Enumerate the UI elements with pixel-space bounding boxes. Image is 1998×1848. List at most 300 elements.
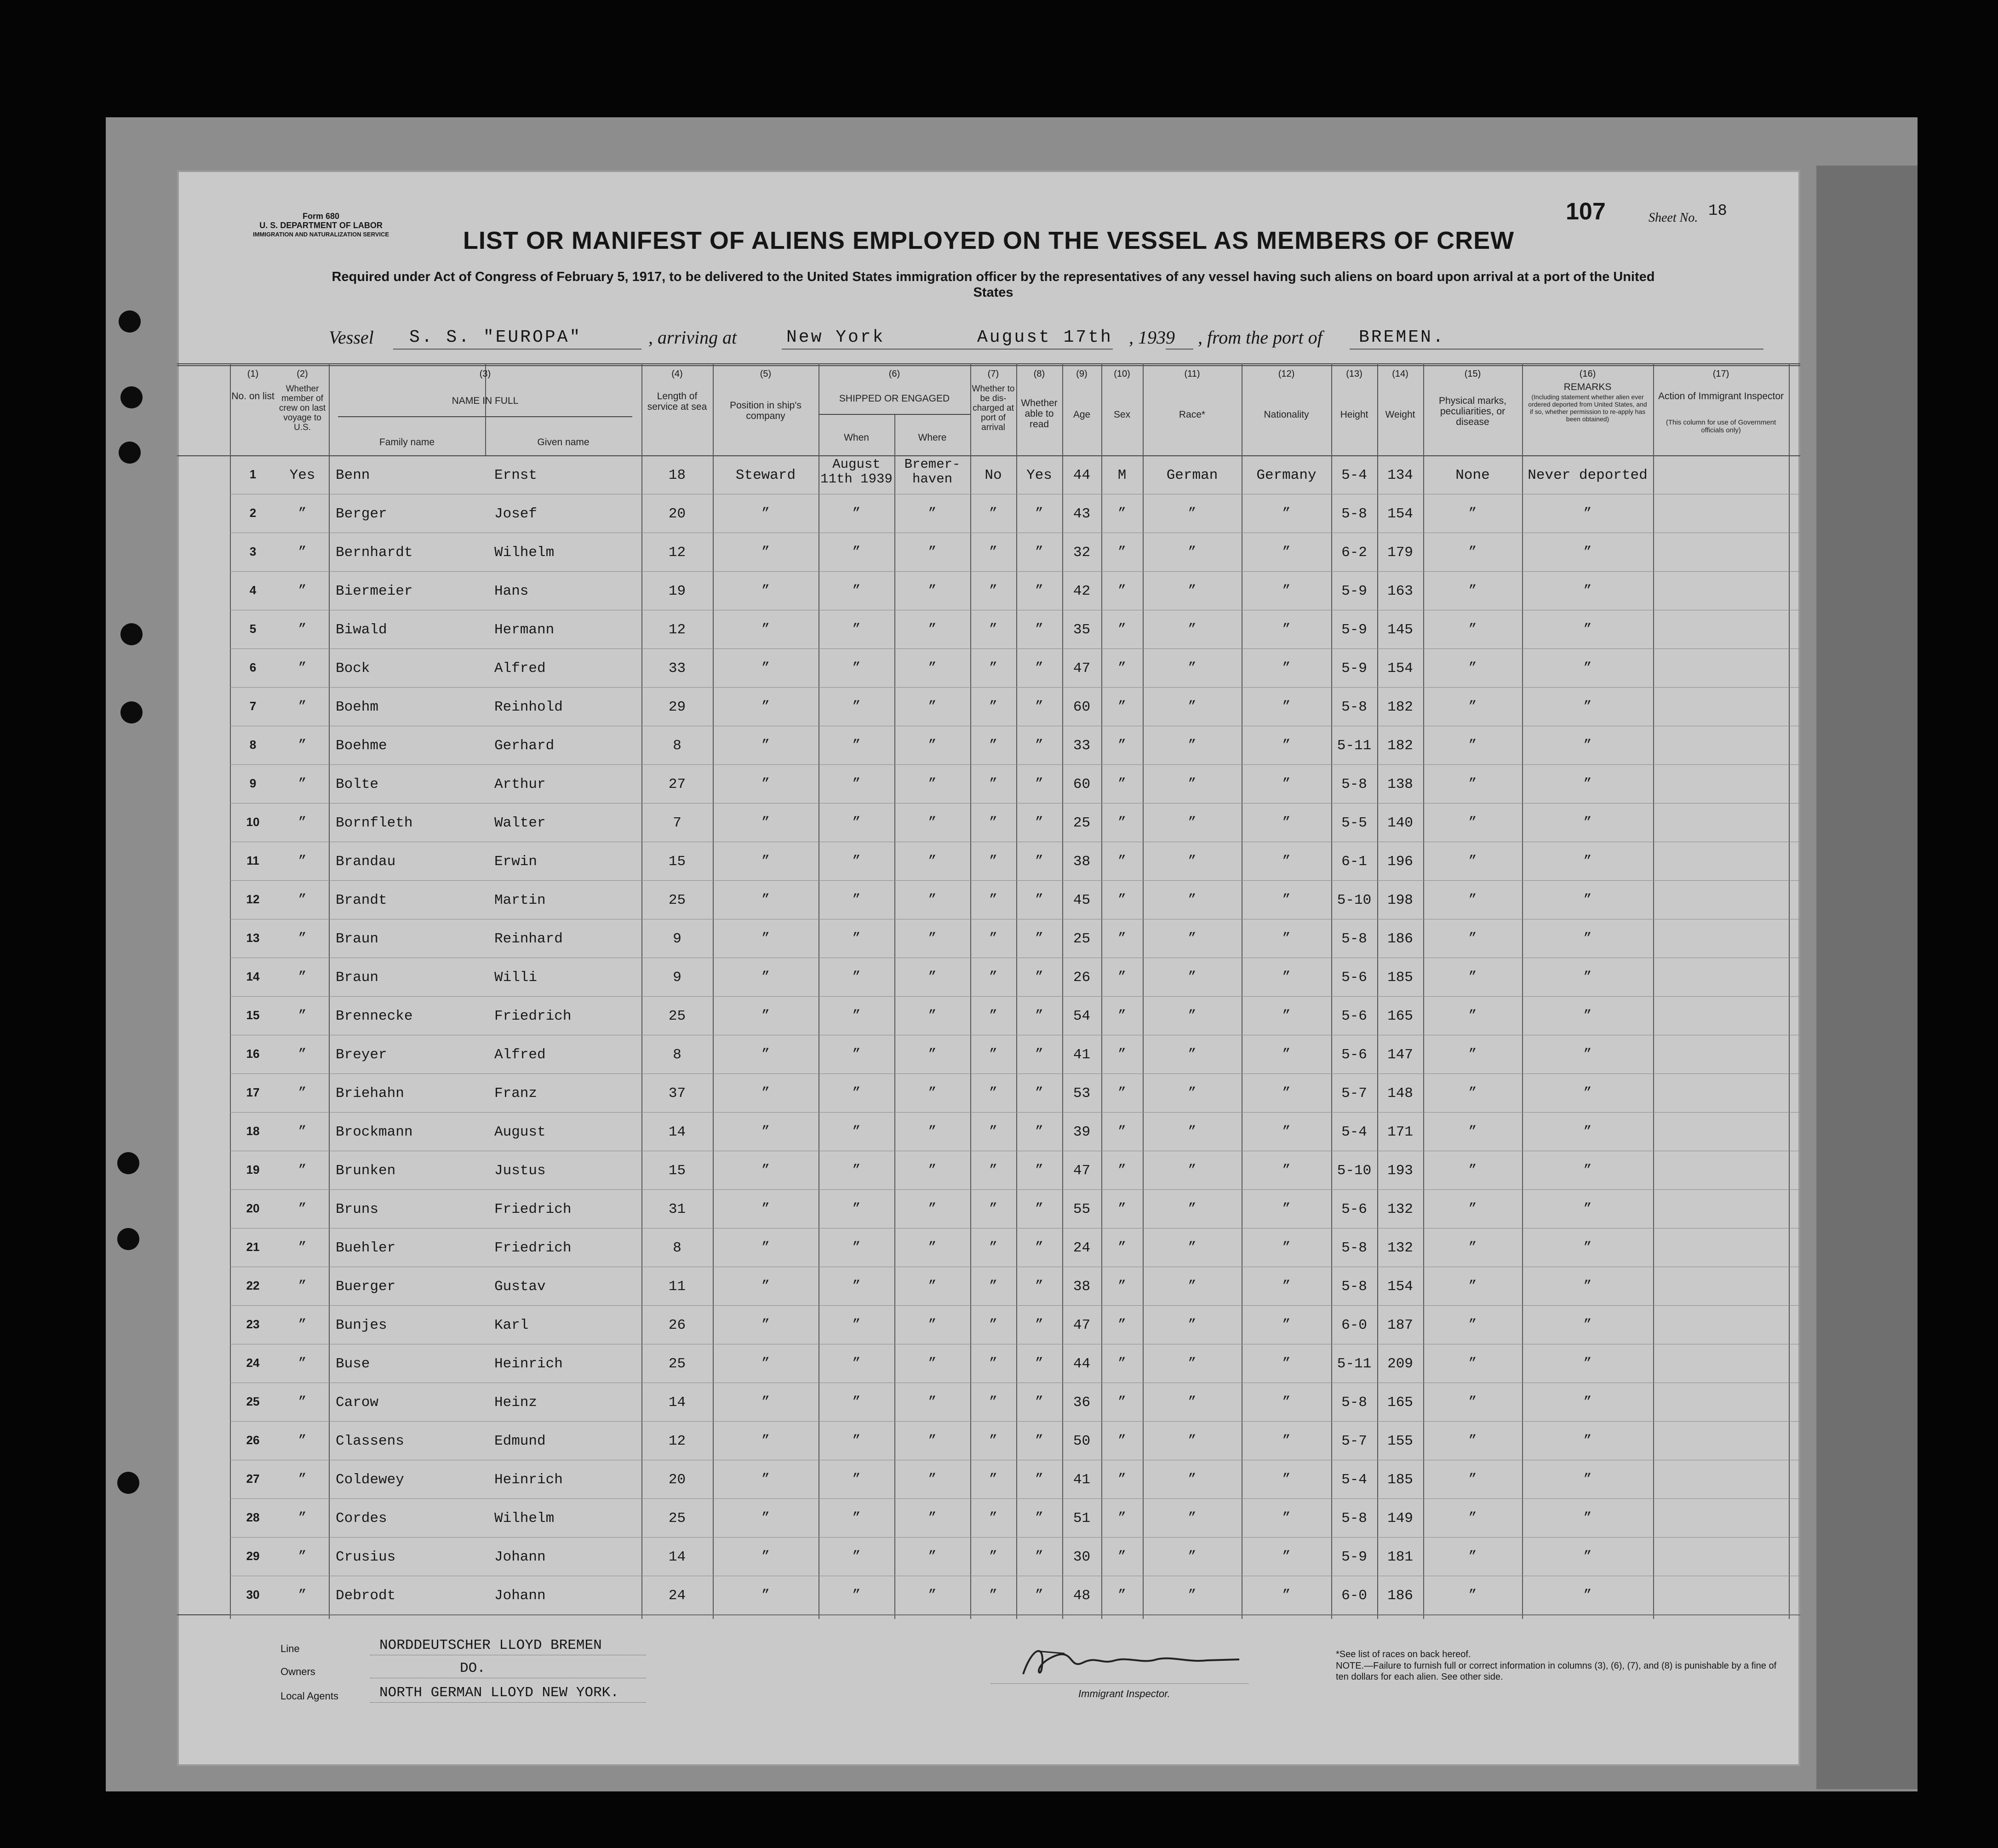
cell-family: Debrodt: [336, 1588, 396, 1604]
cell-no: 23: [246, 1317, 260, 1331]
cell-weight: 165: [1387, 1008, 1413, 1024]
cell-when: ”: [852, 1201, 861, 1217]
cell-read: ”: [1035, 1279, 1043, 1294]
cell-race: ”: [1188, 892, 1197, 908]
cell-nationality: ”: [1282, 1085, 1291, 1101]
header-weight: Weight: [1385, 409, 1415, 420]
cell-crew: ”: [298, 1433, 307, 1449]
cell-discharged: ”: [989, 1240, 997, 1256]
cell-remarks: ”: [1583, 545, 1592, 560]
col-number-11: (11): [1184, 369, 1200, 379]
cell-age: 47: [1073, 1163, 1091, 1179]
cell-discharged: ”: [989, 1317, 997, 1333]
agents-label: Local Agents: [281, 1690, 338, 1702]
cell-where: ”: [928, 622, 937, 637]
cell-crew: ”: [298, 854, 307, 869]
cell-sex: ”: [1117, 1588, 1126, 1603]
cell-race: ”: [1188, 699, 1197, 715]
inspector-label: Immigrant Inspector.: [1078, 1688, 1170, 1699]
cell-no: 9: [249, 776, 257, 790]
cell-marks: ”: [1468, 892, 1477, 908]
cell-when: ”: [852, 699, 861, 715]
cell-given: Hans: [494, 583, 529, 599]
header-race: Race*: [1179, 409, 1206, 420]
cell-sex: ”: [1117, 699, 1126, 715]
cell-no: 21: [246, 1240, 260, 1254]
header-physical-marks: Physical marks, peculiarities, or disease: [1438, 396, 1507, 427]
cell-weight: 186: [1387, 931, 1413, 947]
cell-marks: ”: [1468, 1085, 1477, 1101]
cell-no: 5: [249, 622, 257, 636]
cell-no: 2: [249, 506, 257, 520]
cell-when: ”: [852, 1472, 861, 1487]
cell-position: ”: [761, 1472, 770, 1487]
cell-position: ”: [761, 583, 770, 599]
cell-marks: ”: [1468, 1588, 1477, 1603]
cell-remarks: ”: [1583, 506, 1592, 522]
cell-position: ”: [761, 970, 770, 985]
cell-discharged: ”: [989, 1433, 997, 1449]
header-sex: Sex: [1113, 409, 1131, 420]
cell-marks: ”: [1468, 776, 1477, 792]
cell-remarks: ”: [1583, 1549, 1592, 1565]
cell-when: ”: [852, 1008, 861, 1024]
cell-service: 25: [668, 892, 686, 908]
cell-nationality: ”: [1282, 699, 1291, 715]
header-shipped-engaged: SHIPPED OR ENGAGED: [839, 393, 950, 404]
cell-discharged: ”: [989, 622, 997, 637]
cell-height: 5-7: [1341, 1433, 1367, 1449]
cell-marks: ”: [1468, 815, 1477, 831]
cell-height: 5-8: [1341, 1395, 1367, 1411]
cell-position: ”: [761, 1549, 770, 1565]
header-given-name: Given name: [537, 437, 590, 448]
cell-given: Reinhard: [494, 931, 563, 947]
cell-read: ”: [1035, 1201, 1043, 1217]
cell-height: 5-6: [1341, 1008, 1367, 1024]
cell-remarks: ”: [1583, 1201, 1592, 1217]
cell-sex: ”: [1117, 1124, 1126, 1140]
punch-hole: [117, 1152, 139, 1174]
header-remarks-note: (Including statement whether alien ever ordered deported from United States, and if so, whether permission to re-apply has been obtained): [1528, 393, 1647, 423]
header-height: Height: [1340, 409, 1368, 420]
cell-given: Heinrich: [494, 1356, 563, 1372]
cell-service: 12: [668, 545, 686, 561]
cell-race: ”: [1188, 1279, 1197, 1294]
cell-read: ”: [1035, 815, 1043, 831]
cell-weight: 134: [1387, 467, 1413, 483]
cell-no: 20: [246, 1201, 260, 1215]
cell-when: ”: [852, 1124, 861, 1140]
cell-where: ”: [928, 1240, 937, 1256]
header-inspector-note: (This column for use of Government officials only): [1666, 419, 1776, 434]
cell-read: ”: [1035, 545, 1043, 560]
cell-marks: ”: [1468, 1472, 1477, 1487]
cell-weight: 154: [1387, 506, 1413, 522]
cell-remarks: ”: [1583, 1163, 1592, 1178]
cell-no: 25: [246, 1395, 260, 1408]
cell-marks: ”: [1468, 506, 1477, 522]
header-family-name: Family name: [379, 437, 435, 448]
cell-nationality: ”: [1282, 776, 1291, 792]
cell-age: 24: [1073, 1240, 1091, 1256]
col-number-15: (15): [1464, 369, 1481, 379]
cell-race: ”: [1188, 1549, 1197, 1565]
cell-marks: ”: [1468, 1163, 1477, 1178]
cell-when: ”: [852, 1240, 861, 1256]
cell-nationality: ”: [1282, 738, 1291, 753]
cell-nationality: ”: [1282, 1510, 1291, 1526]
department-name: U. S. DEPARTMENT OF LABOR: [259, 221, 383, 230]
cell-read: ”: [1035, 506, 1043, 522]
cell-age: 25: [1073, 931, 1091, 947]
header-inspector-action: Action of Immigrant Inspector: [1658, 391, 1784, 402]
cell-nationality: ”: [1282, 1240, 1291, 1256]
cell-remarks: ”: [1583, 1279, 1592, 1294]
header-remarks: REMARKS: [1563, 382, 1612, 392]
cell-position: ”: [761, 1047, 770, 1062]
cell-position: ”: [761, 931, 770, 947]
cell-crew: ”: [298, 1395, 307, 1410]
cell-when: ”: [852, 1433, 861, 1449]
cell-discharged: ”: [989, 892, 997, 908]
cell-remarks: ”: [1583, 699, 1592, 715]
cell-when: ”: [852, 1317, 861, 1333]
header-able-to-read: Whether able to read: [1021, 398, 1058, 430]
cell-family: Boehm: [336, 699, 379, 715]
cell-service: 24: [668, 1588, 686, 1604]
cell-service: 12: [668, 1433, 686, 1449]
cell-read: ”: [1035, 1240, 1043, 1256]
header-crew-last-voyage: Whether member of crew on last voyage to U.S.: [279, 384, 326, 432]
cell-age: 51: [1073, 1510, 1091, 1527]
cell-given: Heinrich: [494, 1472, 563, 1488]
cell-marks: ”: [1468, 970, 1477, 985]
cell-crew: ”: [298, 1549, 307, 1565]
cell-service: 25: [668, 1008, 686, 1024]
cell-crew: ”: [298, 545, 307, 560]
cell-crew: ”: [298, 1085, 307, 1101]
cell-position: ”: [761, 1124, 770, 1140]
cell-read: ”: [1035, 583, 1043, 599]
header-no-on-list: No. on list: [231, 391, 275, 402]
cell-no: 4: [249, 583, 257, 597]
col-number-9: (9): [1076, 369, 1088, 379]
cell-marks: ”: [1468, 545, 1477, 560]
cell-no: 13: [246, 931, 260, 945]
cell-weight: 145: [1387, 622, 1413, 638]
cell-nationality: ”: [1282, 1047, 1291, 1062]
cell-when: ”: [852, 854, 861, 869]
cell-marks: ”: [1468, 583, 1477, 599]
cell-crew: ”: [298, 660, 307, 676]
cell-nationality: ”: [1282, 1395, 1291, 1410]
cell-nationality: ”: [1282, 815, 1291, 831]
cell-age: 48: [1073, 1588, 1091, 1604]
cell-marks: ”: [1468, 1433, 1477, 1449]
cell-when: ”: [852, 892, 861, 908]
cell-age: 35: [1073, 622, 1091, 638]
cell-age: 47: [1073, 1317, 1091, 1333]
cell-weight: 149: [1387, 1510, 1413, 1527]
cell-sex: ”: [1117, 1047, 1126, 1062]
cell-crew: ”: [298, 1588, 307, 1603]
cell-marks: None: [1455, 467, 1490, 483]
cell-service: 20: [668, 1472, 686, 1488]
cell-discharged: ”: [989, 1510, 997, 1526]
cell-race: ”: [1188, 931, 1197, 947]
cell-given: Reinhold: [494, 699, 563, 715]
sheet-stamp: 107: [1566, 198, 1606, 225]
cell-given: Alfred: [494, 660, 546, 677]
vessel-line: [177, 327, 1800, 354]
cell-service: 7: [673, 815, 681, 831]
cell-race: ”: [1188, 776, 1197, 792]
cell-where: ”: [928, 506, 937, 522]
cell-where: ”: [928, 1588, 937, 1603]
cell-where: ”: [928, 1317, 937, 1333]
cell-crew: ”: [298, 1008, 307, 1024]
cell-service: 12: [668, 622, 686, 638]
cell-remarks: ”: [1583, 738, 1592, 753]
cell-when: ”: [852, 815, 861, 831]
cell-height: 5-4: [1341, 467, 1367, 483]
cell-nationality: ”: [1282, 506, 1291, 522]
cell-marks: ”: [1468, 1008, 1477, 1024]
cell-when: ”: [852, 970, 861, 985]
cell-weight: 155: [1387, 1433, 1413, 1449]
cell-given: Arthur: [494, 776, 546, 792]
cell-height: 6-0: [1341, 1317, 1367, 1333]
cell-where: ”: [928, 1395, 937, 1410]
cell-remarks: ”: [1583, 892, 1592, 908]
cell-height: 5-8: [1341, 1240, 1367, 1256]
cell-when: ”: [852, 622, 861, 637]
cell-service: 33: [668, 660, 686, 677]
cell-family: Breyer: [336, 1047, 387, 1063]
page-subtitle: Required under Act of Congress of February 5, 1917, to be delivered to the United States immigration officer by the representatives of any vessel having such aliens on board upon arrival at a port of the United States: [332, 270, 1655, 300]
cell-crew: ”: [298, 892, 307, 908]
cell-nationality: ”: [1282, 1124, 1291, 1140]
cell-read: Yes: [1026, 467, 1052, 483]
cell-nationality: ”: [1282, 1549, 1291, 1565]
service-name: IMMIGRATION AND NATURALIZATION SERVICE: [253, 231, 389, 238]
cell-marks: ”: [1468, 622, 1477, 637]
cell-when: ”: [852, 583, 861, 599]
cell-remarks: ”: [1583, 622, 1592, 637]
cell-marks: ”: [1468, 854, 1477, 869]
cell-sex: ”: [1117, 970, 1126, 985]
cell-given: Hermann: [494, 622, 555, 638]
cell-sex: ”: [1117, 1085, 1126, 1101]
cell-remarks: ”: [1583, 815, 1592, 831]
cell-discharged: ”: [989, 815, 997, 831]
cell-age: 39: [1073, 1124, 1091, 1140]
cell-nationality: ”: [1282, 1472, 1291, 1487]
cell-marks: ”: [1468, 1549, 1477, 1565]
cell-discharged: ”: [989, 1085, 997, 1101]
cell-race: ”: [1188, 1510, 1197, 1526]
header-age: Age: [1073, 409, 1091, 420]
cell-read: ”: [1035, 776, 1043, 792]
cell-sex: ”: [1117, 1201, 1126, 1217]
cell-sex: ”: [1117, 1240, 1126, 1256]
owners-label: Owners: [281, 1666, 315, 1677]
cell-sex: ”: [1117, 1472, 1126, 1487]
cell-remarks: ”: [1583, 1588, 1592, 1603]
cell-position: ”: [761, 738, 770, 753]
cell-family: Berger: [336, 506, 387, 522]
cell-height: 5-10: [1337, 892, 1372, 908]
cell-sex: ”: [1117, 1008, 1126, 1024]
cell-service: 20: [668, 506, 686, 522]
cell-when: ”: [852, 545, 861, 560]
cell-weight: 138: [1387, 776, 1413, 792]
cell-when: August 11th 1939: [820, 457, 893, 487]
cell-sex: ”: [1117, 1317, 1126, 1333]
cell-discharged: ”: [989, 1356, 997, 1372]
cell-age: 43: [1073, 506, 1091, 522]
cell-no: 16: [246, 1047, 260, 1061]
cell-remarks: ”: [1583, 1085, 1592, 1101]
col-number-16: (16): [1579, 369, 1596, 379]
col-number-10: (10): [1114, 369, 1130, 379]
cell-given: Edmund: [494, 1433, 546, 1449]
cell-nationality: ”: [1282, 583, 1291, 599]
cell-service: 37: [668, 1085, 686, 1102]
sheet-number: 18: [1708, 202, 1727, 220]
cell-crew: ”: [298, 1201, 307, 1217]
cell-crew: ”: [298, 1240, 307, 1256]
col-number-14: (14): [1392, 369, 1408, 379]
cell-given: Heinz: [494, 1395, 538, 1411]
cell-read: ”: [1035, 1008, 1043, 1024]
cell-crew: Yes: [289, 467, 315, 483]
cell-read: ”: [1035, 970, 1043, 985]
agents-value: NORTH GERMAN LLOYD NEW YORK.: [379, 1685, 619, 1701]
header-length-of-service: Length of service at sea: [647, 391, 707, 412]
col-number-6: (6): [888, 369, 900, 379]
cell-marks: ”: [1468, 1240, 1477, 1256]
cell-family: Bornfleth: [336, 815, 413, 831]
cell-discharged: ”: [989, 1201, 997, 1217]
cell-given: Alfred: [494, 1047, 546, 1063]
cell-position: ”: [761, 1085, 770, 1101]
cell-given: Erwin: [494, 854, 538, 870]
cell-race: ”: [1188, 1085, 1197, 1101]
cell-sex: ”: [1117, 1433, 1126, 1449]
cell-given: Wilhelm: [494, 1510, 555, 1527]
col-number-2: (2): [297, 369, 308, 379]
cell-when: ”: [852, 1047, 861, 1062]
cell-discharged: ”: [989, 738, 997, 753]
cell-race: ”: [1188, 1240, 1197, 1256]
cell-nationality: ”: [1282, 622, 1291, 637]
cell-family: Braun: [336, 970, 379, 986]
cell-discharged: ”: [989, 1008, 997, 1024]
cell-remarks: ”: [1583, 1008, 1592, 1024]
cell-no: 29: [246, 1549, 260, 1563]
cell-read: ”: [1035, 931, 1043, 947]
cell-read: ”: [1035, 1163, 1043, 1178]
cell-read: ”: [1035, 622, 1043, 637]
cell-given: Justus: [494, 1163, 546, 1179]
cell-crew: ”: [298, 1124, 307, 1140]
cell-remarks: ”: [1583, 931, 1592, 947]
cell-age: 60: [1073, 776, 1091, 792]
cell-where: ”: [928, 1047, 937, 1062]
cell-position: ”: [761, 622, 770, 637]
cell-given: Friedrich: [494, 1201, 572, 1217]
col-number-13: (13): [1346, 369, 1363, 379]
cell-age: 41: [1073, 1047, 1091, 1063]
cell-read: ”: [1035, 854, 1043, 869]
cell-remarks: ”: [1583, 776, 1592, 792]
cell-no: 26: [246, 1433, 260, 1447]
col-number-8: (8): [1033, 369, 1045, 379]
cell-remarks: ”: [1583, 660, 1592, 676]
cell-service: 14: [668, 1395, 686, 1411]
cell-crew: ”: [298, 1047, 307, 1062]
cell-service: 31: [668, 1201, 686, 1217]
cell-discharged: ”: [989, 660, 997, 676]
cell-no: 24: [246, 1356, 260, 1370]
cell-crew: ”: [298, 583, 307, 599]
cell-weight: 154: [1387, 660, 1413, 677]
cell-read: ”: [1035, 1085, 1043, 1101]
cell-family: Benn: [336, 467, 370, 483]
cell-weight: 182: [1387, 699, 1413, 715]
cell-height: 6-2: [1341, 545, 1367, 561]
cell-position: ”: [761, 699, 770, 715]
cell-where: ”: [928, 970, 937, 985]
col-number-3: (3): [479, 369, 491, 379]
cell-where: ”: [928, 583, 937, 599]
cell-where: ”: [928, 892, 937, 908]
cell-race: ”: [1188, 1163, 1197, 1178]
cell-no: 10: [246, 815, 260, 829]
cell-marks: ”: [1468, 1356, 1477, 1372]
cell-position: ”: [761, 1395, 770, 1410]
col-number-17: (17): [1712, 369, 1729, 379]
cell-nationality: ”: [1282, 970, 1291, 985]
cell-service: 9: [673, 970, 681, 986]
cell-race: ”: [1188, 545, 1197, 560]
cell-where: ”: [928, 660, 937, 676]
cell-when: ”: [852, 660, 861, 676]
cell-race: ”: [1188, 1201, 1197, 1217]
cell-sex: ”: [1117, 776, 1126, 792]
cell-race: ”: [1188, 506, 1197, 522]
cell-weight: 165: [1387, 1395, 1413, 1411]
cell-given: Friedrich: [494, 1240, 572, 1256]
cell-where: ”: [928, 1124, 937, 1140]
cell-height: 5-9: [1341, 1549, 1367, 1565]
cell-weight: 132: [1387, 1240, 1413, 1256]
cell-crew: ”: [298, 1163, 307, 1178]
cell-given: Johann: [494, 1549, 546, 1565]
cell-weight: 193: [1387, 1163, 1413, 1179]
cell-remarks: ”: [1583, 1472, 1592, 1487]
cell-weight: 179: [1387, 545, 1413, 561]
col-number-12: (12): [1278, 369, 1295, 379]
cell-read: ”: [1035, 1395, 1043, 1410]
cell-where: ”: [928, 1549, 937, 1565]
cell-remarks: ”: [1583, 1047, 1592, 1062]
cell-read: ”: [1035, 1124, 1043, 1140]
cell-age: 60: [1073, 699, 1091, 715]
cell-race: ”: [1188, 1008, 1197, 1024]
